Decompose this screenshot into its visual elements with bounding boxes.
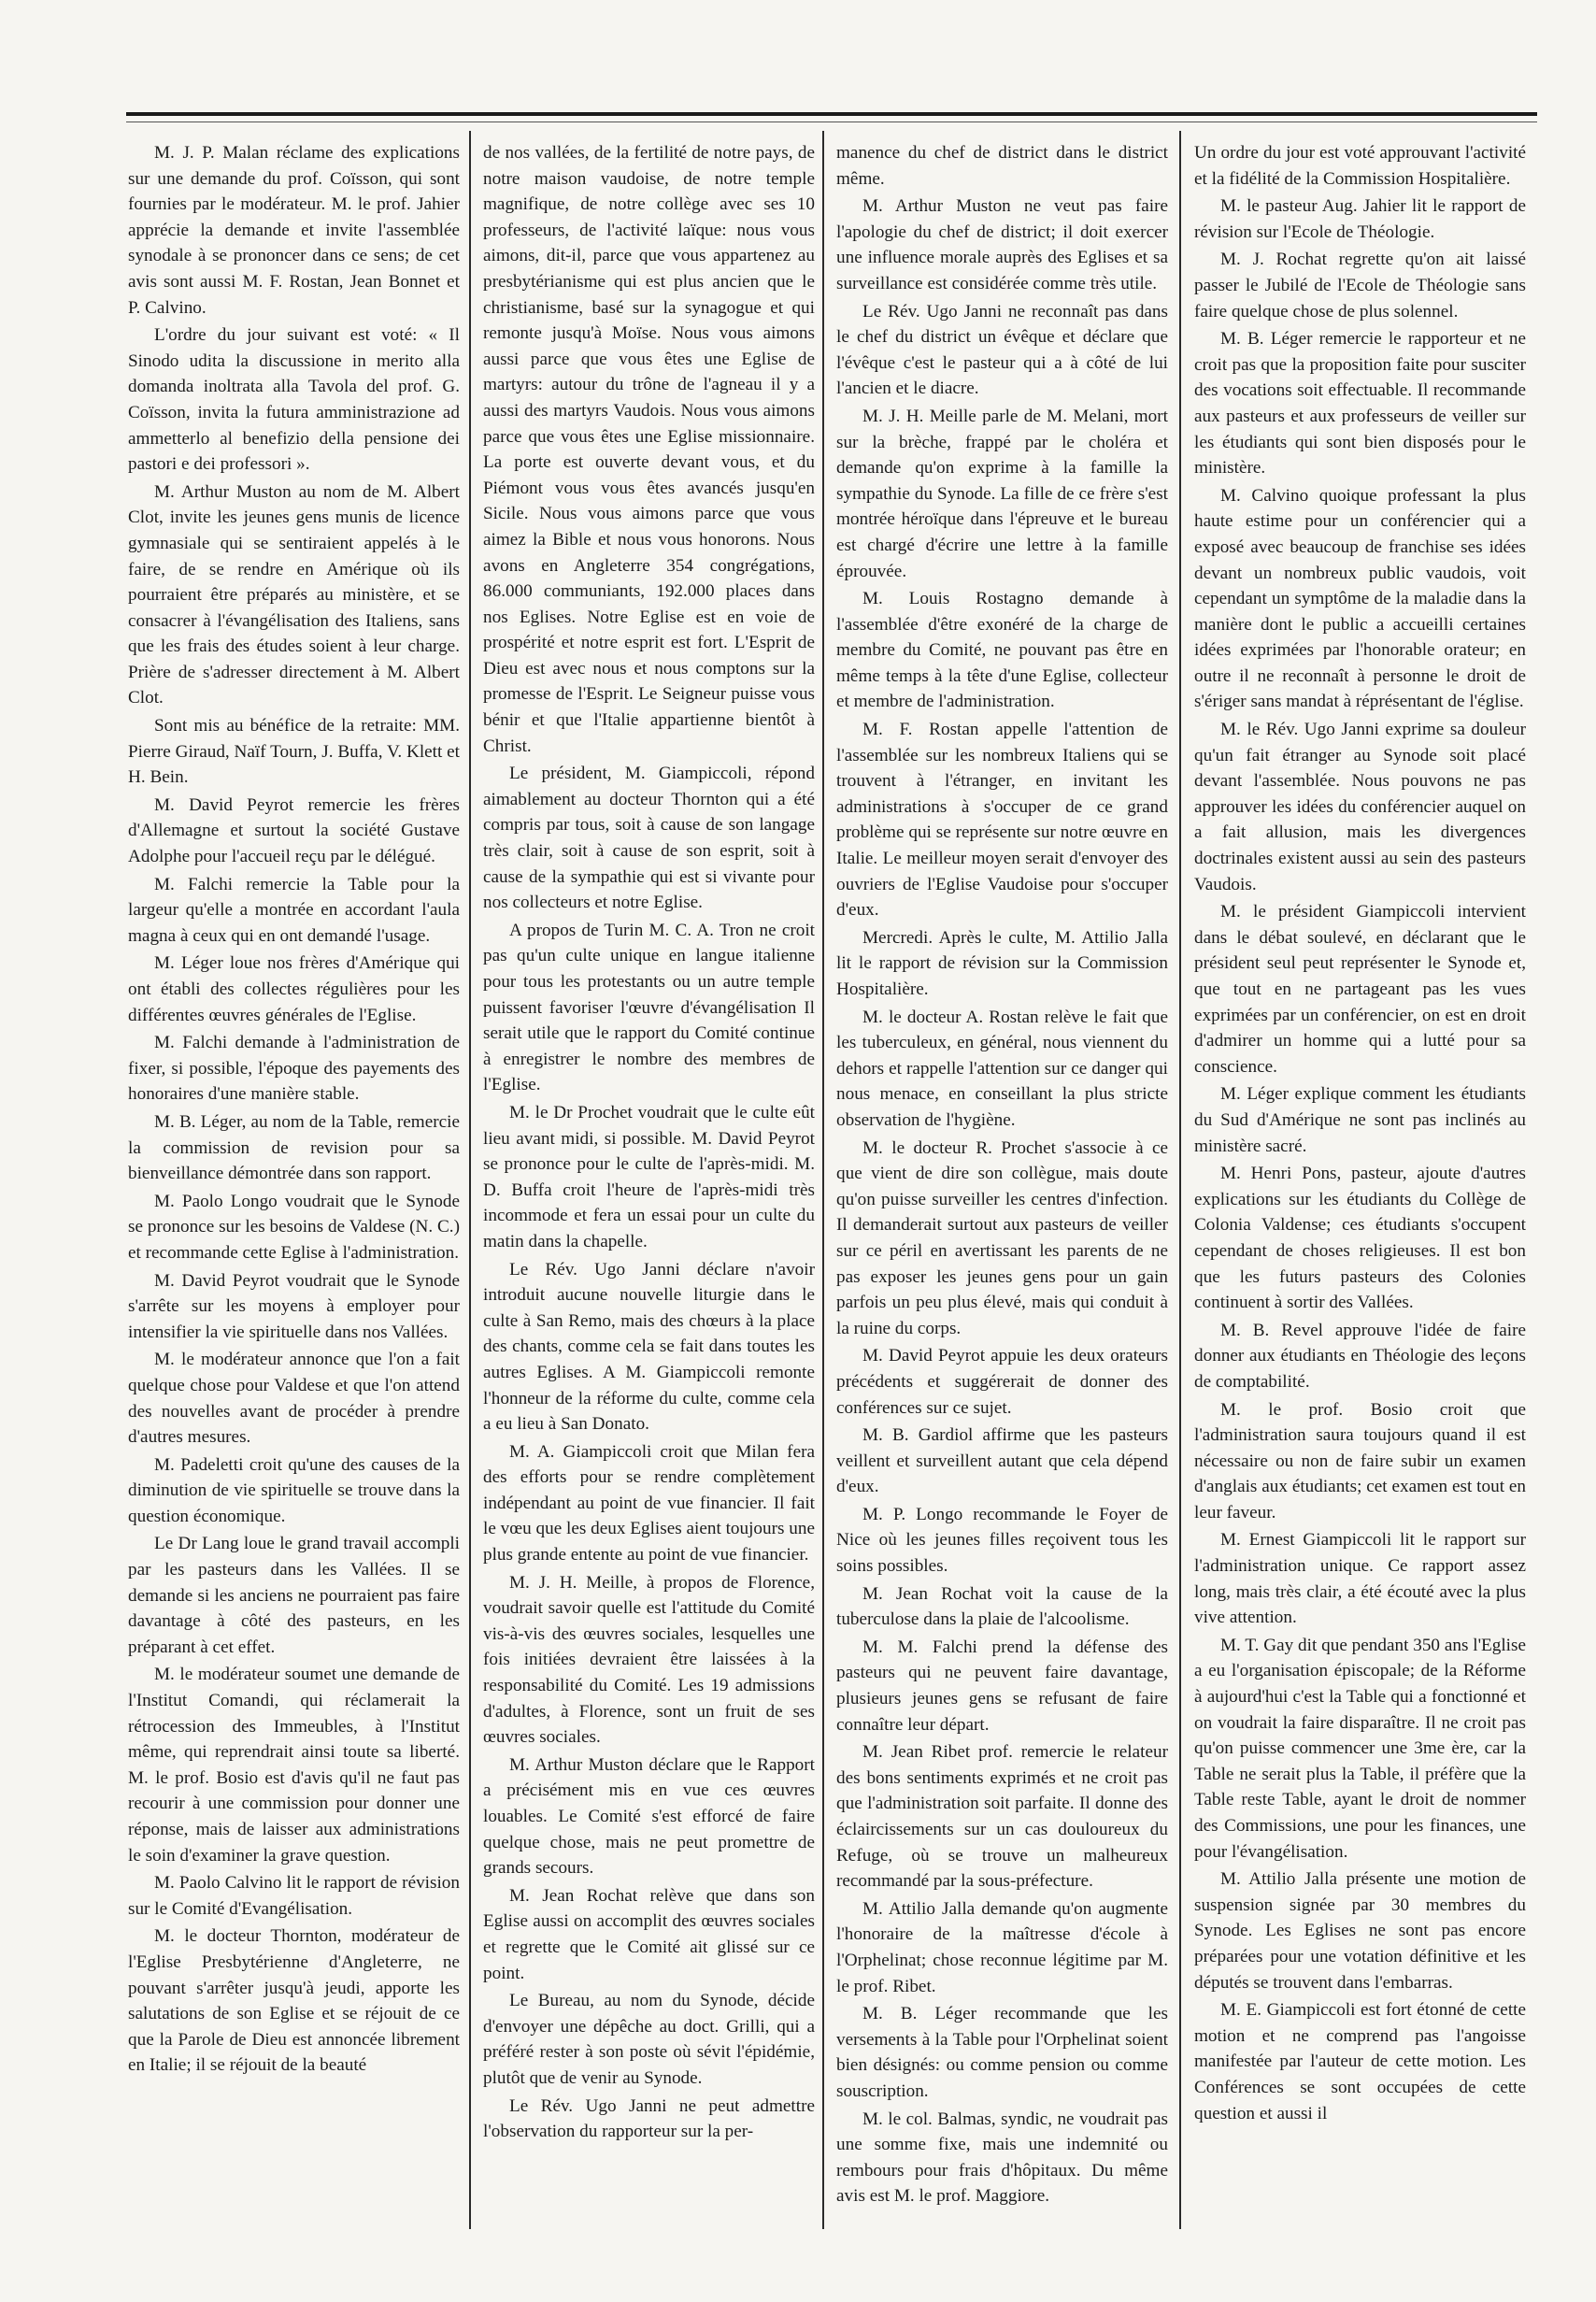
paragraph: M. J. H. Meille, à propos de Florence, voudrait savoir quelle est l'attitude du Comité vis-à-vis des œuvres sociales, lesquelles une fois initiées devraient être laissées à la responsabilité du Comité. Les 19 admissions d'adultes, à Florence, sont un fruit de ses œuvres sociales. — [483, 1572, 815, 1748]
paragraph: Un ordre du jour est voté approuvant l'activité et la fidélité de la Commission Hospitalière. — [1194, 143, 1526, 189]
paragraph: manence du chef de district dans le district même. — [836, 143, 1168, 189]
paragraph: M. Falchi demande à l'administration de fixer, si possible, l'époque des payements des honoraires d'une manière stable. — [128, 1033, 460, 1105]
paragraph: M. B. Léger remercie le rapporteur et ne croit pas que la proposition faite pour susciter des vocations soit effectuable. Il recommande aux pasteurs et aux professeurs de veiller sur les étudiants qui sont bien disposés pour le ministère. — [1194, 329, 1526, 479]
paragraph: M. Paolo Longo voudrait que le Synode se prononce sur les besoins de Valdese (N. C.) et recommande cette Eglise à l'administration. — [128, 1191, 460, 1263]
paragraph: Le Rév. Ugo Janni ne reconnaît pas dans le chef du district un évêque et déclare que l'évêque c'est le pasteur qui a à côté de lui l'ancien et le diacre. — [836, 301, 1168, 399]
paragraph: M. le Dr Prochet voudrait que le culte eût lieu avant midi, si possible. M. David Peyrot se prononce pour le culte de l'après-midi. M. D. Buffa croit l'heure de l'après-midi très incommode et fera un essai pour un culte du matin dans la chapelle. — [483, 1102, 815, 1251]
paragraph: M. Arthur Muston ne veut pas faire l'apologie du chef de district; il doit exercer une influence morale auprès des Eglises et sa surveillance est considérée comme très utile. — [836, 196, 1168, 293]
paragraph: A propos de Turin M. C. A. Tron ne croit pas qu'un culte unique en langue italienne pour tous les protestants ou un autre temple puissent favoriser l'œuvre d'évangélisation Il serait utile que le rapport du Comité continue à enregistrer le nombre des membres de l'Eglise. — [483, 920, 815, 1095]
paragraph: M. le président Giampiccoli intervient dans le débat soulevé, en déclarant que le président seul peut représenter le Synode et, que tout en ne partageant pas les vues exprimées par un conférencier, on est en droit d'admirer un homme qui a lutté pour sa conscience. — [1194, 902, 1526, 1077]
paragraph: Le président, M. Giampiccoli, répond aimablement au docteur Thornton qui a été compris par tous, soit à cause de son langage très clair, soit à cause de son esprit, soit à cause de la sympathie qui est si vivante pour nos collecteurs et notre Eglise. — [483, 764, 815, 913]
paragraph: M. Jean Ribet prof. remercie le relateur des bons sentiments exprimés et ne croit pas que l'administration soit parfaite. Il donne des éclaircissements sur un cas douloureux du Refuge, où se trouve un malheureux recommandé par la sous-préfecture. — [836, 1742, 1168, 1892]
text-column-2 — [483, 140, 815, 2224]
paragraph: de nos vallées, de la fertilité de notre pays, de notre maison vaudoise, de notre temple magnifique, de notre collège avec ses 10 professeurs, de l'activité laïque: nous vous aimons, dit-il, parce que vous appartenez au presbytérianisme qui est plus ancien que le christianisme, basé sur la synagogue et qui remonte jusqu'à Moïse. Nous vous aimons aussi parce que vous êtes une Eglise de martyrs: autour du trône de l'agneau il y a aussi des martyrs Vaudois. Nous vous aimons parce que vous êtes une Eglise missionnaire. La porte est ouverte devant vous, et du Piémont vous vous êtes avancés jusqu'en Sicile. Nous vous aimons parce que vous aimez la Bible et nous vous honorons. Nous avons en Angleterre 354 congrégations, 86.000 communiants, 192.000 places dans nos Eglises. Notre Eglise est en voie de prospérité et notre esprit est fort. L'Esprit de Dieu est avec nous et nous comptons sur la promesse de l'Esprit. Le Seigneur puisse vous bénir et que l'Italie appartienne bientôt à Christ. — [483, 143, 815, 756]
paragraph: M. Ernest Giampiccoli lit le rapport sur l'administration unique. Ce rapport assez long, mais très clair, a été écouté avec la plus vive attention. — [1194, 1530, 1526, 1628]
paragraph: M. le docteur Thornton, modérateur de l'Eglise Presbytérienne d'Angleterre, ne pouvant s'arrêter jusqu'à jeudi, apporte les salutations de son Eglise et se réjouit de ce que la Parole de Dieu est annoncée librement en Italie; il se réjouit de la beauté — [128, 1926, 460, 2076]
paragraph: M. J. Rochat regrette qu'on ait laissé passer le Jubilé de l'Ecole de Théologie sans faire quelque chose de plus solennel. — [1194, 250, 1526, 322]
paragraph: M. Louis Rostagno demande à l'assemblée d'être exonéré de la charge de membre du Comité, ne pouvant pas être en même temps à la tête d'une Eglise, collecteur et membre de l'administration. — [836, 589, 1168, 712]
paragraph: M. M. Falchi prend la défense des pasteurs qui ne peuvent faire davantage, plusieurs jeunes gens se refusant de faire connaître leur départ. — [836, 1637, 1168, 1735]
paragraph: M. Arthur Muston déclare que le Rapport a précisément mis en vue ces œuvres louables. Le Comité s'est efforcé de faire quelque chose, mais ne peut promettre de grands secours. — [483, 1754, 815, 1879]
paragraph: M. le Rév. Ugo Janni exprime sa douleur qu'un fait étranger au Synode soit placé devant l'assemblée. Nous pouvons ne pas approuver les idées du conférencier auquel on a fait allusion, mais les divergences doctrinales existent aussi au sein des pasteurs Vaudois. — [1194, 720, 1526, 894]
text-column-3 — [836, 140, 1168, 2224]
paragraph: M. T. Gay dit que pendant 350 ans l'Eglise a eu l'organisation épiscopale; de la Réforme à aujourd'hui c'est la Table qui a fonctionné et on voudrait la faire disparaître. Il ne croit pas qu'on puisse commencer une 3me ère, car la Table ne serait plus la Table, il préfère que la Table reste Table, ayant le droit de nommer des Commissions, une pour les finances, une pour l'évangélisation. — [1194, 1635, 1526, 1862]
paragraph: M. David Peyrot remercie les frères d'Allemagne et surtout la société Gustave Adolphe pour l'accueil reçu par le délégué. — [128, 794, 460, 867]
paragraph: Mercredi. Après le culte, M. Attilio Jalla lit le rapport de révision sur la Commission Hospitalière. — [836, 927, 1168, 999]
column-divider — [469, 131, 471, 2229]
paragraph: M. le modérateur annonce que l'on a fait quelque chose pour Valdese et que l'on attend des nouvelles avant de procéder à prendre d'autres mesures. — [128, 1350, 460, 1448]
paragraph: M. Falchi remercie la Table pour la largeur qu'elle a montrée en accordant l'aula magna à ceux qui en ont demandé l'usage. — [128, 874, 460, 946]
paragraph: M. le prof. Bosio croit que l'administration saura toujours quand il est nécessaire ou non de faire subir un examen d'anglais aux étudiants; cet examen est tout en leur faveur. — [1194, 1399, 1526, 1523]
text-column-1 — [128, 140, 460, 2224]
paragraph: M. le docteur A. Rostan relève le fait que les tuberculeux, en général, nous viennent du dehors et rappelle l'attention sur ce danger qui nous menace, en conseillant la plus stricte observation de l'hygiène. — [836, 1007, 1168, 1130]
paragraph: M. Henri Pons, pasteur, ajoute d'autres explications sur les étudiants du Collège de Colonia Valdense; ces étudiants s'occupent cependant de choses religieuses. Il est bon que les futurs pasteurs des Colonies continuent à sortir des Vallées. — [1194, 1164, 1526, 1313]
paragraph: M. Léger explique comment les étudiants du Sud d'Amérique ne sont pas inclinés au ministère sacré. — [1194, 1084, 1526, 1156]
paragraph: Le Dr Lang loue le grand travail accompli par les pasteurs dans les Vallées. Il se demande si les anciens ne pourraient pas faire davantage à côté des pasteurs, en les préparant à cet effet. — [128, 1534, 460, 1657]
column-divider — [1179, 131, 1181, 2229]
paragraph: M. B. Gardiol affirme que les pasteurs veillent et surveillent autant que cela dépend d'eux. — [836, 1425, 1168, 1497]
paragraph: M. J. P. Malan réclame des explications sur une demande du prof. Coïsson, qui sont fournies par le modérateur. M. le prof. Jahier apprécie la demande et invite l'assemblée synodale à se prononcer dans ce sens; de cet avis sont aussi M. F. Rostan, Jean Bonnet et P. Calvino. — [128, 143, 460, 318]
paragraph: M. Arthur Muston au nom de M. Albert Clot, invite les jeunes gens munis de licence gymnasiale qui se sentiraient appelés à le faire, de se rendre en Amérique où ils pourraient être préparés au ministère, et se consacrer à l'évangélisation des Italiens, sans que les frais des études soient à leur charge. Prière de s'adresser directement à M. Albert Clot. — [128, 481, 460, 708]
paragraph: M. A. Giampiccoli croit que Milan fera des efforts pour se rendre complètement indépendant au point de vue financier. Il fait le vœu que les deux Eglises aient toujours une plus grande entente au point de vue financier. — [483, 1441, 815, 1566]
paragraph: M. David Peyrot appuie les deux orateurs précédents et suggérerait de donner des conférences sur ce sujet. — [836, 1346, 1168, 1418]
paragraph: M. Padeletti croit qu'une des causes de la diminution de vie spirituelle se trouve dans la question économique. — [128, 1454, 460, 1526]
column-divider — [822, 131, 824, 2229]
paragraph: Le Rév. Ugo Janni ne peut admettre l'observation du rapporteur sur la per- — [483, 2095, 815, 2142]
paragraph: M. le pasteur Aug. Jahier lit le rapport de révision sur l'Ecole de Théologie. — [1194, 196, 1526, 242]
paragraph: Sont mis au bénéfice de la retraite: MM. Pierre Giraud, Naïf Tourn, J. Buffa, V. Klett et H. Bein. — [128, 716, 460, 788]
paragraph: M. P. Longo recommande le Foyer de Nice où les jeunes filles reçoivent tous les soins possibles. — [836, 1504, 1168, 1577]
paragraph: M. Calvino quoique professant la plus haute estime pour un conférencier qui a exposé avec beaucoup de franchise ses idées devant un nombreux public vaudois, voit cependant un symptôme de la maladie dans la manière dont le public a accueilli certaines idées exprimées par l'honorable orateur; en outre il ne reconnaît à personne le droit de s'ériger sans mandat à réprésentant de l'église. — [1194, 485, 1526, 712]
paragraph: M. B. Revel approuve l'idée de faire donner aux étudiants en Théologie des leçons de comptabilité. — [1194, 1320, 1526, 1392]
paragraph: Le Bureau, au nom du Synode, décide d'envoyer une dépêche au doct. Grilli, qui a préféré rester à son poste où sévit l'épidémie, plutôt que de venir au Synode. — [483, 1991, 815, 2088]
paragraph: M. Attilio Jalla présente une motion de suspension signée par 30 membres du Synode. Les Eglises ne sont pas encore préparées pour une votation définitive et les députés se trouvent dans l'embarras. — [1194, 1869, 1526, 1993]
paragraph: M. F. Rostan appelle l'attention de l'assemblée sur les nombreux Italiens qui se trouvent à l'étranger, en invitant les administrations à s'occuper de ce grand problème qui se représente sur notre œuvre en Italie. Le meilleur moyen serait d'envoyer des ouvriers de l'Eglise Vaudoise pour s'occuper d'eux. — [836, 720, 1168, 921]
paragraph: L'ordre du jour suivant est voté: « Il Sinodo udita la discussione in merito alla domanda inoltrata alla Tavola del prof. G. Coïsson, invita la futura amministrazione ad ammetterlo al benefizio della pensione dei pastori e dei professori ». — [128, 325, 460, 475]
paragraph: M. J. H. Meille parle de M. Melani, mort sur la brèche, frappé par le choléra et demande qu'on exprime à la famille la sympathie du Synode. La fille de ce frère s'est montrée héroïque dans l'épreuve et le bureau est chargé d'écrire une lettre à la famille éprouvée. — [836, 406, 1168, 581]
paragraph: M. Léger loue nos frères d'Amérique qui ont établi des collectes régulières pour les différentes œuvres générales de l'Eglise. — [128, 953, 460, 1025]
header-rule — [126, 112, 1537, 116]
paragraph: M. Attilio Jalla demande qu'on augmente l'honoraire de la maîtresse d'école à l'Orphelinat; chose reconnue légitime par M. le prof. Ribet. — [836, 1898, 1168, 1996]
paragraph: M. le modérateur soumet une demande de l'Institut Comandi, qui réclamerait la rétrocession des Immeubles, à l'Institut même, qui reprendrait ainsi toute sa liberté. M. le prof. Bosio est d'avis qu'il ne faut pas recourir à une commission pour donner une réponse, mais de laisser aux administrations le soin d'examiner la grave question. — [128, 1665, 460, 1866]
paragraph: M. B. Léger, au nom de la Table, remercie la commission de revision pour sa bienveillance démontrée dans son rapport. — [128, 1111, 460, 1184]
paragraph: M. Jean Rochat relève que dans son Eglise aussi on accomplit des œuvres sociales et regrette que le Comité ait glissé sur ce point. — [483, 1885, 815, 1983]
paragraph: M. E. Giampiccoli est fort étonné de cette motion et ne comprend pas l'angoisse manifestée par l'auteur de cette motion. Les Conférences se sont occupées de cette question et aussi il — [1194, 2000, 1526, 2123]
paragraph: M. Paolo Calvino lit le rapport de révision sur le Comité d'Evangélisation. — [128, 1873, 460, 1919]
paragraph: M. David Peyrot voudrait que le Synode s'arrête sur les moyens à employer pour intensifier la vie spirituelle dans nos Vallées. — [128, 1270, 460, 1342]
paragraph: M. le docteur R. Prochet s'associe à ce que vient de dire son collègue, mais doute qu'on puisse surveiller les centres d'infection. Il demanderait surtout aux pasteurs de veiller sur ce péril en avertissant les parents de ne pas exposer les jeunes gens pour un gain parfois un peu plus élevé, mais qui conduit à la ruine du corps. — [836, 1137, 1168, 1338]
paragraph: M. le col. Balmas, syndic, ne voudrait pas une somme fixe, mais une indemnité ou rembours pour frais d'hôpitaux. Du même avis est M. le prof. Maggiore. — [836, 2109, 1168, 2207]
text-column-4 — [1194, 140, 1526, 2224]
paragraph: M. Jean Rochat voit la cause de la tuberculose dans la plaie de l'alcoolisme. — [836, 1583, 1168, 1630]
paragraph: Le Rév. Ugo Janni déclare n'avoir introduit aucune nouvelle liturgie dans le culte à San Remo, mais des chœurs à la place des chants, comme cela se fait dans toutes les autres Eglises. A M. Giampiccoli remonte l'honneur de la réforme du culte, comme cela a eu lieu à San Donato. — [483, 1259, 815, 1435]
paragraph: M. B. Léger recommande que les versements à la Table pour l'Orphelinat soient bien désignés: ou comme pension ou comme souscription. — [836, 2004, 1168, 2101]
